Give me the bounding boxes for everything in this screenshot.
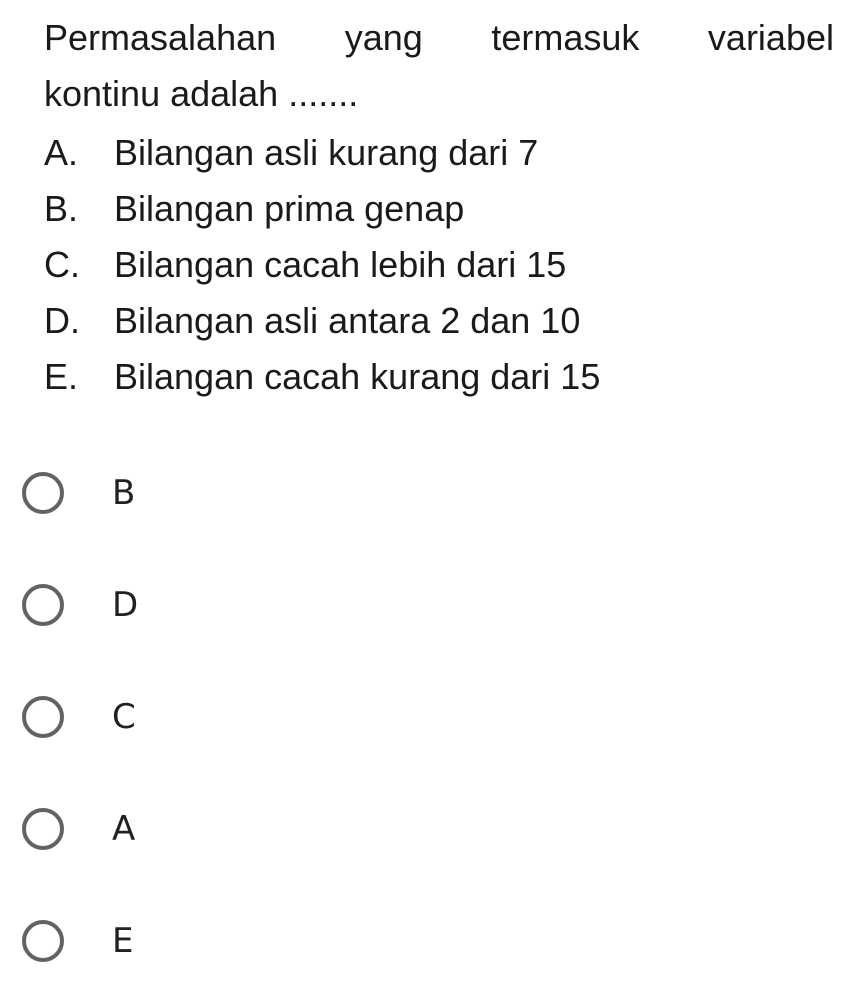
radio-choice-b[interactable] <box>22 465 135 521</box>
option-letter: A. <box>44 132 79 173</box>
option-text: Bilangan asli antara 2 dan 10 <box>114 300 581 341</box>
radio-choice-label[interactable]: C <box>112 697 136 737</box>
radio-button-icon[interactable] <box>22 584 64 626</box>
radio-choice-label[interactable]: E <box>112 921 134 961</box>
option-item-e <box>44 349 600 405</box>
radio-choice-a[interactable] <box>22 801 135 857</box>
option-item-c <box>44 237 600 293</box>
radio-choice-label[interactable]: B <box>112 473 136 513</box>
option-letter: D. <box>44 300 80 341</box>
radio-button-icon[interactable] <box>22 696 64 738</box>
radio-choice-label[interactable]: A <box>112 809 136 849</box>
radio-choice-e[interactable] <box>22 913 133 969</box>
option-text: Bilangan asli kurang dari 7 <box>114 132 539 173</box>
question-line-2: kontinu adalah ....... <box>44 73 359 114</box>
option-letter: C. <box>44 244 80 285</box>
option-text: Bilangan cacah kurang dari 15 <box>114 356 601 397</box>
option-item-d <box>44 293 600 349</box>
radio-choice-c[interactable] <box>22 689 136 745</box>
radio-button-icon[interactable] <box>22 472 64 514</box>
option-letter: B. <box>44 188 79 229</box>
question-text <box>44 10 834 122</box>
radio-button-icon[interactable] <box>22 808 64 850</box>
question-line-1: Permasalahan yang termasuk variabel <box>44 17 834 58</box>
radio-button-icon[interactable] <box>22 920 64 962</box>
option-text: Bilangan prima genap <box>114 188 465 229</box>
option-item-b <box>44 181 600 237</box>
radio-choice-label[interactable]: D <box>112 585 139 625</box>
answer-options-list <box>44 125 600 405</box>
option-text: Bilangan cacah lebih dari 15 <box>114 244 567 285</box>
option-letter: E. <box>44 356 79 397</box>
option-item-a <box>44 125 600 181</box>
question-image <box>0 0 864 410</box>
radio-choice-d[interactable] <box>22 577 138 633</box>
